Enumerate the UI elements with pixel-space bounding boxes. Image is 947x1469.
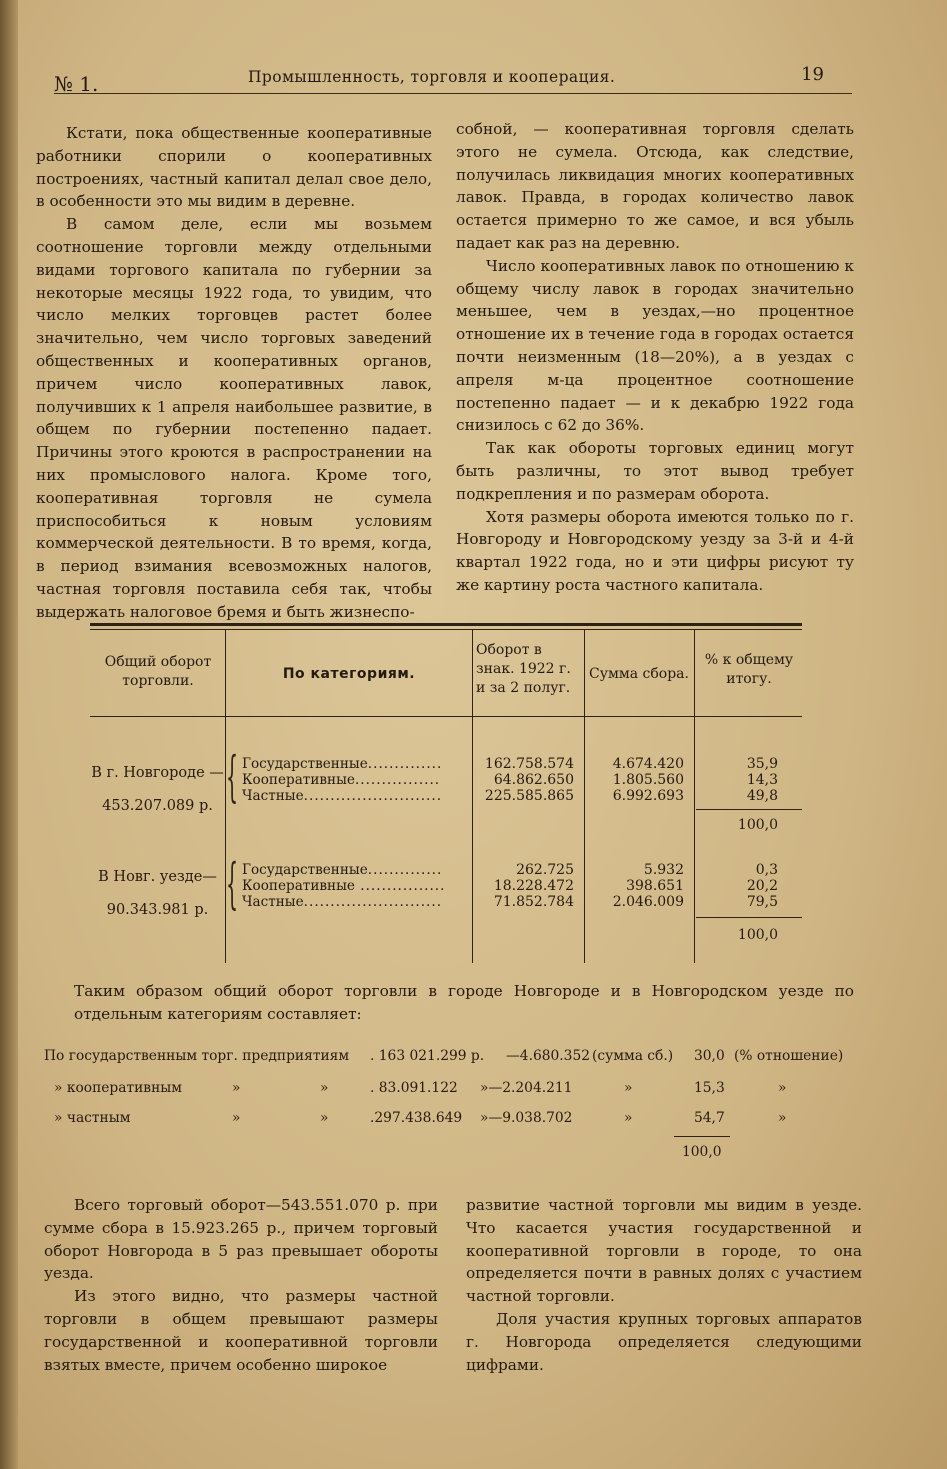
percent-cell: 14,3 <box>746 772 778 788</box>
summary-turnover: . 83.091.122 <box>370 1080 458 1096</box>
summary-turnover: . 163 021.299 р. <box>370 1048 485 1064</box>
summary-percent-note: » <box>778 1110 787 1126</box>
category-label: Кооперативные <box>242 773 355 788</box>
paragraph: Кстати, пока общественные кооперативные работники спорили о кооперативных построениях, частный капитал делал свое дело, в особенности это мы видим в деревне. <box>36 124 432 211</box>
turnover-cell: 262.725 <box>516 862 574 878</box>
summary-section <box>44 980 864 1170</box>
turnover-cell: 71.852.784 <box>493 894 574 910</box>
header-fee-sum: Сумма сбора. <box>589 666 689 682</box>
upper-right-column <box>456 118 854 597</box>
header-total-turnover: Общий оборот торговли. <box>104 654 212 689</box>
summary-percent: 54,7 <box>694 1110 725 1126</box>
summary-fee-note: » <box>624 1080 633 1096</box>
summary-label: » кооперативным <box>54 1080 182 1096</box>
turnover-cell: 64.862.650 <box>493 772 574 788</box>
issue-number: № 1. <box>54 72 99 96</box>
summary-turnover: .297.438.649 <box>370 1110 463 1126</box>
summary-percent-note: » <box>778 1080 787 1096</box>
group-label-line: 453.207.089 р. <box>102 798 213 814</box>
fee-cell: 4.674.420 <box>612 756 684 772</box>
table-top-rule <box>90 623 802 626</box>
summary-fee: »—9.038.702 <box>480 1110 573 1126</box>
paragraph: Число кооперативных лавок по отношению к общему числу лавок в городах значительно меньшее, чем в уездах,—но процентное отношение их в течение года в городах остается почти неизменным (18—20%), а в уездах с апреля м-ца процентное соотношение постепенно падает — и к декабрю 1922 года снизилось с 62 до 36%. <box>456 256 854 435</box>
turnover-cell: 162.758.574 <box>484 756 574 772</box>
fee-cell: 2.046.009 <box>612 894 684 910</box>
category-label: Государственные <box>242 757 368 772</box>
percent-cell: 20,2 <box>746 878 778 894</box>
group-label-line: В Новг. уезде— <box>98 869 217 885</box>
summary-label: » частным <box>54 1110 131 1126</box>
fee-cell: 1.805.560 <box>612 772 684 788</box>
category-label: Государственные <box>242 863 368 878</box>
header-percent-of-total: % к общему итогу. <box>704 652 794 687</box>
page-header <box>52 60 852 96</box>
group-brace: { <box>226 852 239 915</box>
turnover-cell: 225.585.865 <box>484 788 574 804</box>
column-divider <box>584 629 585 963</box>
group-label-novgorod <box>90 757 225 823</box>
paragraph: собной, — кооперативная торговля сделать этого не сумела. Отсюда, как следствие, получилась ликвидация многих кооперативных лавок. Правда, в городах количество лавок остается примерно то же самое, и вся убыль падает как раз на деревню. <box>456 120 854 252</box>
header-turnover: Оборот в знак. 1922 г. и за 2 полуг. <box>476 642 571 696</box>
table-header-rule <box>90 716 802 717</box>
paragraph: Из этого видно, что размеры частной торговли в общем превышают размеры государственной и кооперативной торговли взятых вместе, причем особенно широкое <box>44 1287 438 1374</box>
total-rule <box>674 1136 730 1137</box>
percent-cell: 35,9 <box>746 756 778 772</box>
summary-percent: 15,3 <box>694 1080 725 1096</box>
table-top-rule-thin <box>90 629 802 630</box>
turnover-table: Общий оборот торговли. По категориям. Оборот в знак. 1922 г. и за 2 полуг. Сумма сбора. % к общему итогу. В г. Новгороде — 453.207.089 р. { Государственные.............. 162.758.574 4.674.420 35,9 Кооперативные................ 64.862.650 1.805.560 14,3 Частные.......................... 225.585.865 6.992.693 49,8 100,0 В Новг. уезде— 90.343.981 р. { Государственные.............. 262.725 5.932 0,3 Кооперативные ................ 18.228.472 398.651 20,2 Частные.......................... 71.852.784 2.046.009 79,5 100,0 <box>90 623 802 963</box>
percent-cell: 49,8 <box>746 788 778 804</box>
fee-cell: 5.932 <box>643 862 684 878</box>
percent-cell: 79,5 <box>746 894 778 910</box>
summary-total-percent: 100,0 <box>682 1144 722 1160</box>
header-by-category: По категориям. <box>282 666 416 682</box>
fee-cell: 6.992.693 <box>612 788 684 804</box>
page-fold-shadow <box>0 0 18 1469</box>
header-rule <box>54 93 852 94</box>
paragraph: развитие частной торговли мы видим в уезде. Что касается участия государственной и кооперативной торговли в городе, то она определяется почти в равных долях с участием частной торговли. <box>466 1196 862 1306</box>
percent-cell: 0,3 <box>755 862 778 878</box>
paragraph: В самом деле, если мы возьмем соотношение торговли между отдельными видами торгового капитала по губернии за некоторые месяцы 1922 года, то увидим, что число мелких торговцев растет более значительно, чем число торговых заведений общественных и кооперативных органов, причем число кооперативных лавок, получивших к 1 апреля наибольшее развитие, в общем по губернии постепенно падает. Причины этого кроются в распространении на них промыслового налога. Кроме того, кооперативная торговля не сумела приспособиться к новым условиям коммерческой деятельности. В то время, когда, в период взимания всевозможных налогов, частная торговля поставила себя так, чтобы выдержать налоговое бремя и быть жизнеспо- <box>36 215 432 621</box>
fee-cell: 398.651 <box>626 878 684 894</box>
summary-percent: 30,0 <box>694 1048 725 1064</box>
total-rule <box>696 809 802 810</box>
summary-label: По государственным торг. предприятиям <box>44 1048 350 1064</box>
group-label-line: 90.343.981 р. <box>106 902 209 918</box>
lower-right-column <box>466 1194 862 1376</box>
summary-fee-note: » <box>624 1110 633 1126</box>
lower-left-column <box>44 1194 438 1376</box>
ditto-mark: » <box>232 1080 241 1096</box>
group-label-uezd <box>90 861 225 927</box>
paragraph: Хотя размеры оборота имеются только по г. Новгороду и Новгородскому уезду за 3-й и 4-й квартал 1922 года, но и эти цифры рисуют ту же картину роста частного капитала. <box>456 507 854 594</box>
summary-percent-note: (% отношение) <box>734 1048 844 1064</box>
total-percent-cell: 100,0 <box>737 817 778 833</box>
total-rule <box>696 917 802 918</box>
column-divider <box>472 629 473 963</box>
upper-left-column <box>36 122 432 624</box>
summary-fee-note: (сумма сб.) <box>592 1048 674 1064</box>
ditto-mark: » <box>320 1110 329 1126</box>
summary-intro: Таким образом общий оборот торговли в городе Новгороде и в Новгородском уезде по отдельным категориям составляет: <box>74 982 854 1023</box>
group-label-line: В г. Новгороде — <box>91 765 224 781</box>
page-number: 19 <box>801 64 824 85</box>
summary-fee: —4.680.352 <box>506 1048 591 1064</box>
paragraph: Всего торговый оборот—543.551.070 р. при сумме сбора в 15.923.265 р., причем торговый оборот Новгорода в 5 раз превышает обороты уезда. <box>44 1196 438 1283</box>
ditto-mark: » <box>232 1110 241 1126</box>
summary-fee: »—2.204.211 <box>480 1080 573 1096</box>
ditto-mark: » <box>320 1080 329 1096</box>
paragraph: Так как обороты торговых единиц могут быть различны, то этот вывод требует подкрепления и по размерам оборота. <box>456 439 854 503</box>
group-brace: { <box>226 745 239 808</box>
category-label: Кооперативные <box>242 879 355 894</box>
category-label: Частные <box>242 895 304 910</box>
turnover-cell: 18.228.472 <box>493 878 574 894</box>
running-title: Промышленность, торговля и кооперация. <box>248 68 616 86</box>
category-label: Частные <box>242 789 304 804</box>
total-percent-cell: 100,0 <box>737 927 778 943</box>
paragraph: Доля участия крупных торговых аппаратов г. Новгорода определяется следующими цифрами. <box>466 1309 862 1374</box>
column-divider <box>694 629 695 963</box>
